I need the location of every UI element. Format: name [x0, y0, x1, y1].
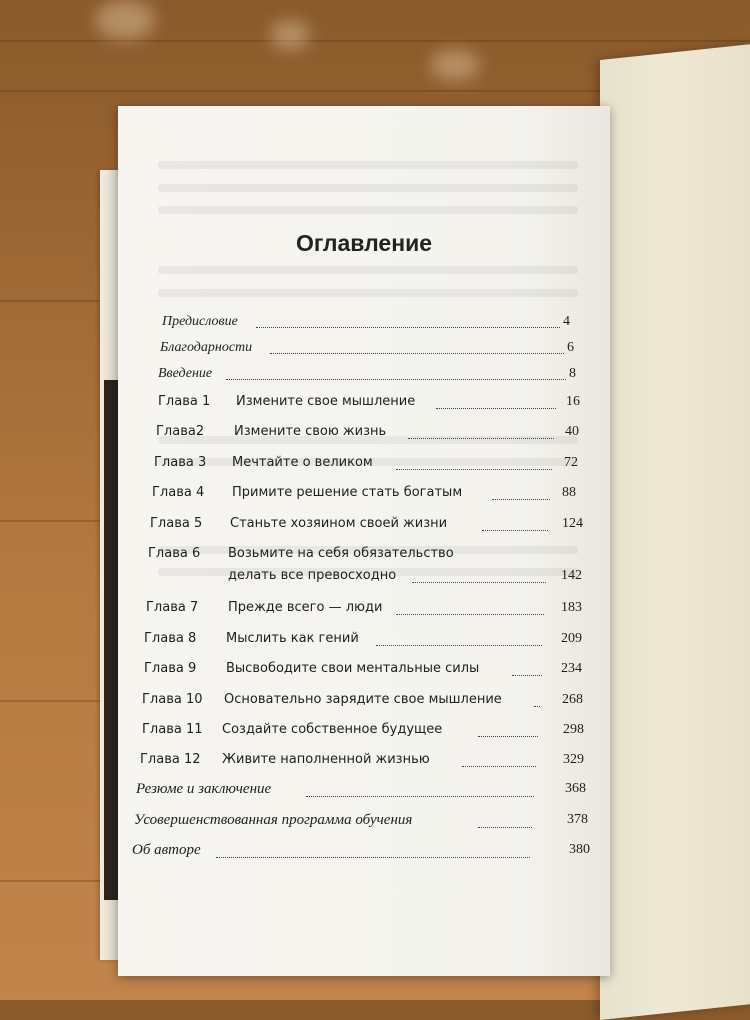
entry-page: 329: [563, 752, 584, 767]
toc-entry: [118, 544, 610, 592]
toc-entry: [118, 841, 610, 863]
chapter-label: Глава 12: [140, 752, 201, 767]
toc-entry: [118, 811, 610, 833]
leader-dots: [478, 827, 532, 828]
entry-title: Усовершенствованная программа обучения: [134, 812, 413, 828]
chapter-label: Глава2: [156, 424, 205, 439]
toc-entry: [118, 483, 610, 505]
entry-title: Высвободите свои ментальные силы: [226, 661, 480, 676]
toc-entry: [118, 313, 610, 335]
toc-entry: [118, 750, 610, 772]
entry-title: Мыслить как гений: [226, 631, 359, 646]
toc-entry: [118, 629, 610, 651]
chapter-label: Глава 3: [154, 455, 207, 470]
leader-dots: [306, 796, 534, 797]
chapter-label: Глава 1: [158, 394, 211, 409]
contents-page: [118, 106, 610, 976]
entry-page: 72: [564, 455, 578, 470]
entry-title: Резюме и заключение: [136, 781, 272, 797]
entry-title: Измените свое мышление: [236, 394, 416, 409]
entry-title: Введение: [158, 366, 213, 381]
chapter-label: Глава 9: [144, 661, 197, 676]
chapter-label: Глава 11: [142, 722, 203, 737]
leader-dots: [216, 857, 530, 858]
entry-page: 4: [563, 314, 570, 329]
leader-dots: [412, 582, 546, 583]
leader-dots: [256, 327, 560, 328]
page-title: Оглавление: [295, 230, 433, 256]
chapter-label: Глава 10: [142, 692, 203, 707]
entry-title: Измените свою жизнь: [234, 424, 387, 439]
book-spine: [104, 380, 118, 900]
entry-title: Станьте хозяином своей жизни: [230, 516, 448, 531]
entry-page: 368: [565, 781, 586, 796]
toc-entry: [118, 392, 610, 414]
entry-page: 6: [567, 340, 574, 355]
entry-title: Создайте собственное будущее: [222, 722, 443, 737]
toc-entry: [118, 659, 610, 681]
entry-title: Об авторе: [132, 842, 201, 858]
toc-entry: [118, 690, 610, 712]
entry-title: Мечтайте о великом: [232, 455, 373, 470]
leader-dots: [226, 379, 566, 380]
chapter-label: Глава 8: [144, 631, 197, 646]
toc-entry: [118, 339, 610, 361]
entry-title-continued: делать все превосходно: [228, 568, 397, 583]
entry-page: 234: [561, 661, 582, 676]
leader-dots: [376, 645, 542, 646]
entry-page: 142: [561, 568, 582, 583]
entry-page: 378: [567, 812, 588, 827]
entry-page: 16: [566, 394, 580, 409]
entry-title: Предисловие: [162, 314, 238, 329]
chapter-label: Глава 5: [150, 516, 203, 531]
entry-page: 40: [565, 424, 579, 439]
leader-dots: [396, 469, 552, 470]
toc-entry: [118, 514, 610, 536]
entry-title: Благодарности: [160, 340, 253, 355]
entry-page: 268: [562, 692, 583, 707]
entry-title: Живите наполненной жизнью: [222, 752, 430, 767]
entry-title: Возьмите на себя обязательство: [228, 546, 454, 561]
entry-title: Прежде всего — люди: [228, 600, 383, 615]
entry-page: 183: [561, 600, 582, 615]
entry-page: 298: [563, 722, 584, 737]
chapter-label: Глава 6: [148, 546, 201, 561]
leader-dots: [462, 766, 536, 767]
leader-dots: [512, 675, 542, 676]
chapter-label: Глава 7: [146, 600, 199, 615]
leader-dots: [478, 736, 538, 737]
entry-title: Примите решение стать богатым: [232, 485, 463, 500]
toc-entry: [118, 598, 610, 620]
leader-dots: [396, 614, 544, 615]
toc-entry: [118, 422, 610, 444]
toc-entry: [118, 720, 610, 742]
entry-page: 380: [569, 842, 590, 857]
leader-dots: [482, 530, 548, 531]
entry-page: 124: [562, 516, 583, 531]
leader-dots: [270, 353, 564, 354]
chapter-label: Глава 4: [152, 485, 205, 500]
entry-title: Основательно зарядите свое мышление: [224, 692, 502, 707]
leader-dots: [436, 408, 556, 409]
facing-page: [600, 42, 750, 1020]
leader-dots: [408, 438, 554, 439]
toc-entry: [118, 780, 610, 802]
leader-dots: [534, 706, 540, 707]
entry-page: 209: [561, 631, 582, 646]
toc-entry: [118, 365, 610, 387]
toc-entry: [118, 453, 610, 475]
entry-page: 8: [569, 366, 576, 381]
entry-page: 88: [562, 485, 576, 500]
